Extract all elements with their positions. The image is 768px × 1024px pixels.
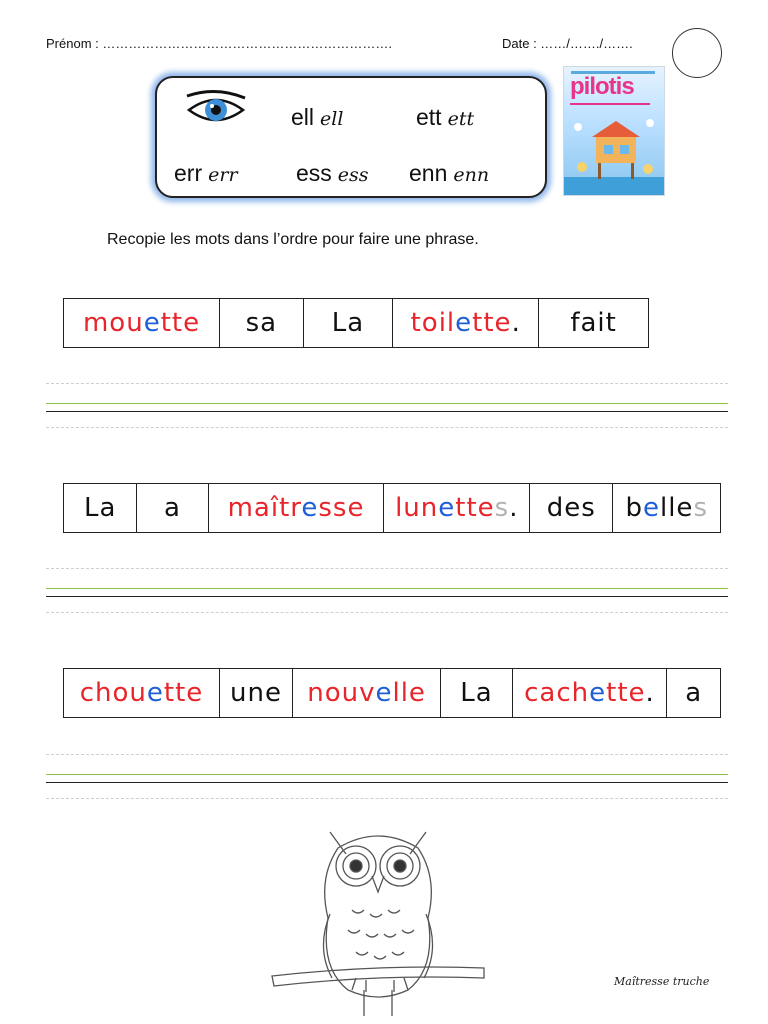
writing-lines-2[interactable] bbox=[46, 568, 728, 618]
book-stripe bbox=[570, 103, 650, 105]
sound-ess: ess ess bbox=[296, 160, 369, 186]
word-card[interactable]: une bbox=[220, 669, 293, 718]
owl-drawing bbox=[268, 818, 488, 1018]
word-card[interactable]: La bbox=[64, 484, 137, 533]
word-card[interactable]: a bbox=[137, 484, 208, 533]
date-field[interactable]: Date : ……/……./……. bbox=[502, 36, 633, 51]
writing-lines-1[interactable] bbox=[46, 383, 728, 433]
word-card[interactable]: chouette bbox=[64, 669, 220, 718]
word-card[interactable]: fait bbox=[539, 299, 649, 348]
book-title: pilotis bbox=[570, 73, 634, 100]
word-table-1 bbox=[63, 298, 649, 348]
word-card[interactable]: lunettes. bbox=[384, 484, 530, 533]
word-card[interactable]: sa bbox=[220, 299, 304, 348]
word-table-3 bbox=[63, 668, 721, 718]
grade-circle bbox=[672, 28, 722, 78]
eye-icon bbox=[181, 88, 251, 132]
word-card[interactable]: La bbox=[441, 669, 512, 718]
book-illustration bbox=[564, 107, 664, 195]
word-table-2 bbox=[63, 483, 721, 533]
writing-lines-3[interactable] bbox=[46, 754, 728, 804]
prenom-field[interactable]: Prénom : …………………………………………………………. bbox=[46, 36, 392, 51]
word-card[interactable]: La bbox=[303, 299, 393, 348]
word-card[interactable]: des bbox=[530, 484, 613, 533]
word-card[interactable]: maîtresse bbox=[208, 484, 384, 533]
word-card[interactable]: nouvelle bbox=[292, 669, 440, 718]
sound-ett: ett ett bbox=[416, 104, 475, 130]
word-card[interactable]: belles bbox=[613, 484, 721, 533]
word-card[interactable]: cachette. bbox=[512, 669, 667, 718]
sound-ell: ell ell bbox=[291, 104, 344, 130]
author-signature: Maîtresse truche bbox=[614, 975, 710, 988]
sound-reference-box bbox=[155, 76, 547, 198]
word-card[interactable]: mouette bbox=[64, 299, 220, 348]
sound-err: err err bbox=[174, 160, 238, 186]
book-cover-image bbox=[563, 66, 665, 196]
word-card[interactable]: a bbox=[667, 669, 721, 718]
word-card[interactable]: toilette. bbox=[393, 299, 539, 348]
instruction-text: Recopie les mots dans l’ordre pour faire une phrase. bbox=[107, 231, 479, 248]
sound-enn: enn enn bbox=[409, 160, 490, 186]
